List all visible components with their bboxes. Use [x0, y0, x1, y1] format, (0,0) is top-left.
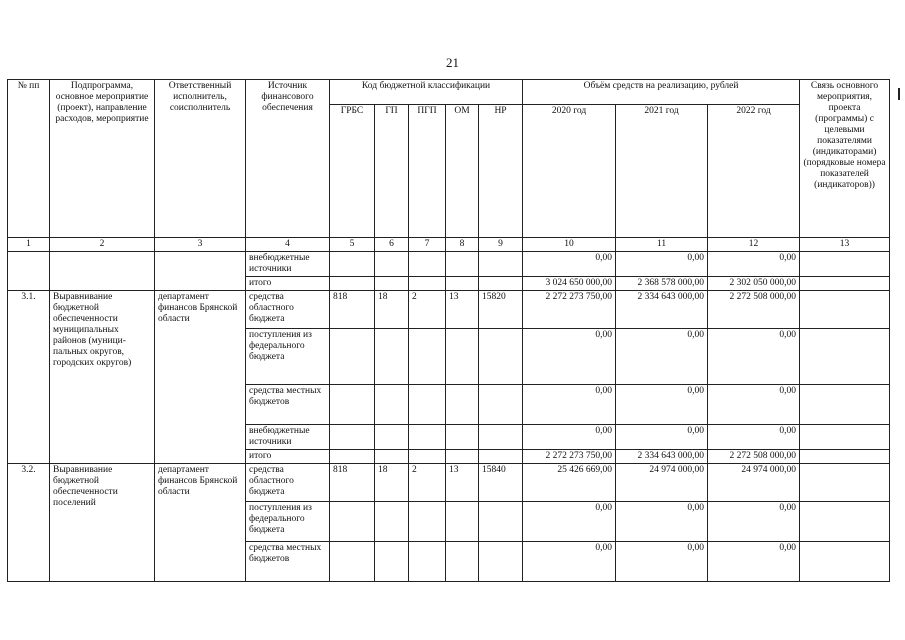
- source-cell: поступления из федерального бюджета: [246, 502, 330, 542]
- source-cell: средства областного бюджета: [246, 464, 330, 502]
- column-number: 12: [708, 238, 800, 252]
- amount-2022: 2 272 508 000,00: [708, 450, 800, 464]
- amount-2022: 24 974 000,00: [708, 464, 800, 502]
- grbs-cell: 818: [330, 291, 375, 329]
- nr-cell: 15820: [479, 291, 523, 329]
- source-cell: внебюджетные источники: [246, 425, 330, 450]
- header-pgp: ПГП: [409, 105, 446, 238]
- source-cell: итого: [246, 277, 330, 291]
- pgp-cell: 2: [409, 464, 446, 502]
- amount-2020: 2 272 273 750,00: [523, 450, 616, 464]
- row-number: 3.2.: [8, 464, 50, 582]
- table-row: [8, 464, 890, 502]
- amount-2020: 0,00: [523, 385, 616, 425]
- amount-2021: 0,00: [616, 329, 708, 385]
- header-nr: НР: [479, 105, 523, 238]
- responsible-executor: департамент финансов Брянской области: [155, 291, 246, 464]
- header-year-2020: 2020 год: [523, 105, 616, 238]
- amount-2022: 2 302 050 000,00: [708, 277, 800, 291]
- header-source: Источник финансового обеспечения: [246, 80, 330, 238]
- subprogram-name: Выравнивание бюджетной обеспеченности муниципальных районов (муници-пальных округов, городских округов): [50, 291, 155, 464]
- header-responsible: Ответственный исполнитель, соисполнитель: [155, 80, 246, 238]
- amount-2020: 25 426 669,00: [523, 464, 616, 502]
- amount-2020: 2 272 273 750,00: [523, 291, 616, 329]
- budget-table: [7, 79, 890, 582]
- page-number: 21: [446, 55, 459, 70]
- source-cell: поступления из федерального бюджета: [246, 329, 330, 385]
- column-number: 7: [409, 238, 446, 252]
- amount-2022: 0,00: [708, 502, 800, 542]
- column-number: 5: [330, 238, 375, 252]
- column-number: 4: [246, 238, 330, 252]
- column-number: 13: [800, 238, 890, 252]
- amount-2020: 0,00: [523, 425, 616, 450]
- header-link: Связь основного мероприятия, проекта (программы) с целевыми показателями (индикаторами) (порядковые номера показателей (индикаторов)): [800, 80, 890, 238]
- header-year-2022: 2022 год: [708, 105, 800, 238]
- amount-2020: 0,00: [523, 329, 616, 385]
- amount-2022: 0,00: [708, 425, 800, 450]
- amount-2021: 0,00: [616, 542, 708, 582]
- nr-cell: 15840: [479, 464, 523, 502]
- header-grbs: ГРБС: [330, 105, 375, 238]
- amount-2022: 0,00: [708, 542, 800, 582]
- column-number: 9: [479, 238, 523, 252]
- table-row: [8, 252, 890, 277]
- source-cell: внебюджетные источники: [246, 252, 330, 277]
- amount-2021: 2 334 643 000,00: [616, 450, 708, 464]
- subprogram-name: Выравнивание бюджетной обеспеченности поселений: [50, 464, 155, 582]
- source-cell: итого: [246, 450, 330, 464]
- header-volume: Объём средств на реализацию, рублей: [523, 80, 800, 105]
- gp-cell: 18: [375, 464, 409, 502]
- pgp-cell: 2: [409, 291, 446, 329]
- amount-2020: 0,00: [523, 252, 616, 277]
- amount-2020: 0,00: [523, 502, 616, 542]
- column-number: 6: [375, 238, 409, 252]
- amount-2021: 2 368 578 000,00: [616, 277, 708, 291]
- amount-2021: 24 974 000,00: [616, 464, 708, 502]
- amount-2021: 0,00: [616, 252, 708, 277]
- source-cell: средства местных бюджетов: [246, 542, 330, 582]
- column-number-row: [8, 238, 890, 252]
- column-number: 2: [50, 238, 155, 252]
- amount-2020: 0,00: [523, 542, 616, 582]
- header-num: № пп: [8, 80, 50, 238]
- edge-mark: [898, 88, 900, 100]
- amount-2021: 0,00: [616, 385, 708, 425]
- om-cell: 13: [446, 464, 479, 502]
- responsible-executor: департамент финансов Брянской области: [155, 464, 246, 582]
- amount-2022: 0,00: [708, 252, 800, 277]
- gp-cell: 18: [375, 291, 409, 329]
- table-row: [8, 291, 890, 329]
- amount-2022: 0,00: [708, 329, 800, 385]
- source-cell: средства местных бюджетов: [246, 385, 330, 425]
- column-number: 10: [523, 238, 616, 252]
- amount-2021: 0,00: [616, 502, 708, 542]
- amount-2021: 2 334 643 000,00: [616, 291, 708, 329]
- amount-2022: 2 272 508 000,00: [708, 291, 800, 329]
- amount-2022: 0,00: [708, 385, 800, 425]
- header-om: ОМ: [446, 105, 479, 238]
- amount-2021: 0,00: [616, 425, 708, 450]
- grbs-cell: 818: [330, 464, 375, 502]
- header-budget-code: Код бюджетной классификации: [330, 80, 523, 105]
- source-cell: средства областного бюджета: [246, 291, 330, 329]
- header-subprogram: Подпрограмма, основное мероприятие (проект), направление расходов, мероприятие: [50, 80, 155, 238]
- header-gp: ГП: [375, 105, 409, 238]
- om-cell: 13: [446, 291, 479, 329]
- header-year-2021: 2021 год: [616, 105, 708, 238]
- row-number: 3.1.: [8, 291, 50, 464]
- amount-2020: 3 024 650 000,00: [523, 277, 616, 291]
- column-number: 8: [446, 238, 479, 252]
- column-number: 11: [616, 238, 708, 252]
- column-number: 1: [8, 238, 50, 252]
- column-number: 3: [155, 238, 246, 252]
